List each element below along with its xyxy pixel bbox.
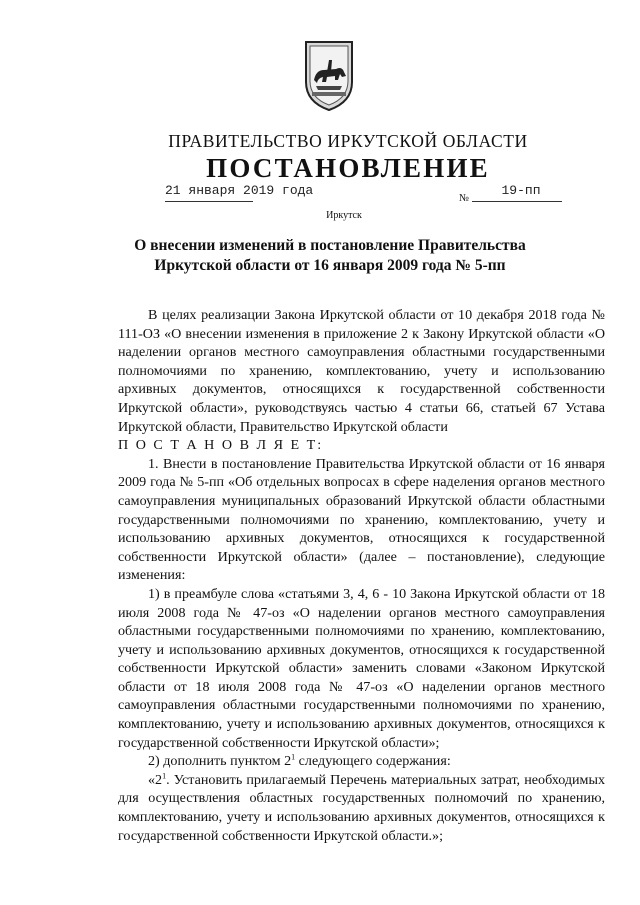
number-label: №: [459, 193, 470, 204]
date-field: [165, 183, 314, 198]
city-name: Иркутск: [326, 210, 362, 221]
number-field: [472, 183, 562, 198]
subitem-2-text-end: следующего содержания:: [295, 753, 451, 770]
government-name: ПРАВИТЕЛЬСТВО ИРКУТСКОЙ ОБЛАСТИ: [168, 131, 528, 151]
new-point-paragraph: [118, 771, 605, 845]
date-underline: [165, 201, 253, 202]
subitem-1-paragraph: 1) в преамбуле слова «статьями 3, 4, 6 - 10 Закона Иркутской области от 18 июля 2008 года № 47-оз «О наделении органов местного самоуправления областными государственными полномочиями по хранению, комплектованию, учету и использованию архивных документов, относящихся к государственной собственности Иркутской области» заменить словами «Законом Иркутской области от 18 июля 2008 года № 47-оз «О наделении органов местного самоуправления областными государственными полномочиями по хранению, комплектованию, учету и использованию архивных документов, относящихся к государственной собственности Иркутской области»;: [118, 585, 605, 751]
document-subject: О внесении изменений в постановление Правительства Иркутской области от 16 января 2009 года № 5-пп: [134, 237, 526, 274]
new-point-text-start: «2: [148, 771, 163, 788]
new-point-superscript: 1: [162, 771, 167, 781]
new-point-text-end: . Установить прилагаемый Перечень материальных затрат, необходимых для осуществления областных государственных полномочий по хранению, комплектованию, учету и использованию архивных документов, относящихся к государственной собственности Иркутской области.»;: [118, 771, 605, 844]
number-underline: [472, 201, 562, 202]
document-number: 19-пп: [501, 183, 541, 198]
subitem-2-text-start: 2) дополнить пунктом 2: [148, 753, 292, 770]
coat-of-arms-icon: [302, 36, 356, 114]
document-type-title: ПОСТАНОВЛЕНИЕ: [206, 153, 490, 183]
subitem-2-paragraph: [118, 752, 605, 771]
subitem-2-superscript: 1: [291, 752, 296, 762]
document-body: [118, 306, 605, 845]
decree-word: П О С Т А Н О В Л Я Е Т:: [118, 437, 324, 454]
document-date: 21 января 2019 года: [165, 183, 314, 198]
preamble-paragraph: В целях реализации Закона Иркутской области от 10 декабря 2018 года № 111-ОЗ «О внесении изменения в приложение 2 к Закону Иркутской области «О наделении органов местного самоуправления областными государственными полномочиями по хранению, комплектованию, учету и использованию архивных документов, относящихся к государственной собственности Иркутской области», руководствуясь частью 4 статьи 66, статьей 67 Устава Иркутской области, Правительство Иркутской области: [118, 307, 605, 435]
item-1-paragraph: 1. Внести в постановление Правительства Иркутской области от 16 января 2009 года № 5-пп «Об отдельных вопросах в сфере наделения органов местного самоуправления муниципальных образований Иркутской области областными государственными полномочиями по хранению, комплектованию, учету и использованию архивных документов, относящихся к государственной собственности Иркутской области» (далее – постановление), следующие изменения:: [118, 455, 605, 584]
